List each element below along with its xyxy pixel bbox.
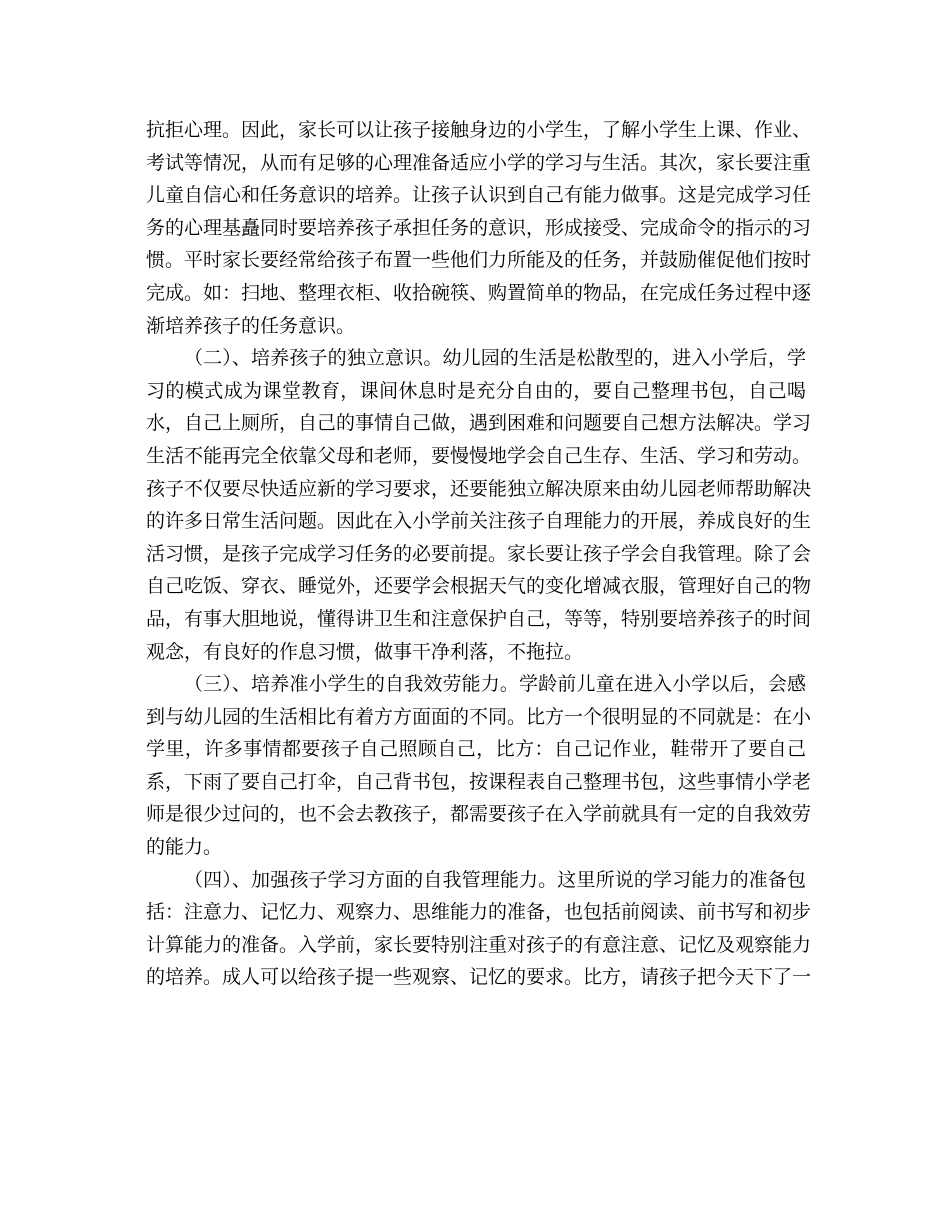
body-text	[146, 114, 812, 994]
text-line: 完成。如：扫地、整理衣柜、收拾碗筷、购置简单的物品，在完成任务过程中逐	[146, 281, 812, 304]
text-line: （四）、加强孩子学习方面的自我管理能力。这里所说的学习能力的准备包	[184, 868, 806, 891]
text-line: 活习惯，是孩子完成学习任务的必要前提。家长要让孩子学会自我管理。除了会	[146, 542, 812, 565]
text-line: 渐培养孩子的任务意识。	[146, 314, 356, 337]
text-line: 师是很少过问的，也不会去教孩子，都需要孩子在入学前就具有一定的自我效劳	[146, 803, 812, 826]
text-line: 务的心理基矗同时要培养孩子承担任务的意识，形成接受、完成命令的指示的习	[146, 216, 812, 239]
text-line: 的能力。	[146, 836, 223, 859]
text-line: 系，下雨了要自己打伞，自己背书包，按课程表自己整理书包，这些事情小学老	[146, 770, 812, 793]
text-line: 自己吃饭、穿衣、睡觉外，还要学会根据天气的变化增减衣服，管理好自己的物	[146, 575, 812, 598]
text-line: 的许多日常生活问题。因此在入小学前关注孩子自理能力的开展，养成良好的生	[146, 510, 812, 533]
text-line: 计算能力的准备。入学前，家长要特别注重对孩子的有意注意、记忆及观察能力	[146, 933, 812, 956]
text-line: 儿童自信心和任务意识的培养。让孩子认识到自己有能力做事。这是完成学习任	[146, 184, 812, 207]
text-line: 抗拒心理。因此，家长可以让孩子接触身边的小学生，了解小学生上课、作业、	[146, 119, 812, 141]
text-line: 学里，许多事情都要孩子自己照顾自己，比方：自己记作业，鞋带开了要自己	[146, 738, 806, 761]
text-line: 水，自己上厕所，自己的事情自己做，遇到困难和问题要自己想方法解决。学习	[146, 412, 812, 435]
text-line: （二）、培养孩子的独立意识。幼儿园的生活是松散型的，进入小学后，学	[184, 347, 806, 370]
text-line: 生活不能再完全依靠父母和老师，要慢慢地学会自己生存、生活、学习和劳动。	[146, 444, 812, 467]
text-line: 括：注意力、记忆力、观察力、思维能力的准备，也包括前阅读、前书写和初步	[146, 901, 812, 924]
text-line: 考试等情况，从而有足够的心理准备适应小学的学习与生活。其次，家长要注重	[146, 151, 812, 174]
text-line: 观念，有良好的作息习惯，做事干净利落，不拖拉。	[146, 640, 584, 663]
text-line: 孩子不仅要尽快适应新的学习要求，还要能独立解决原来由幼儿园老师帮助解决	[146, 477, 812, 500]
text-line: 习的模式成为课堂教育，课间休息时是充分自由的，要自己整理书包，自己喝	[146, 379, 806, 402]
text-line: 品，有事大胆地说，懂得讲卫生和注意保护自己，等等，特别要培养孩子的时间	[146, 607, 812, 630]
text-line: 到与幼儿园的生活相比有着方方面面的不同。比方一个很明显的不同就是：在小	[146, 705, 812, 728]
text-line: 惯。平时家长要经常给孩子布置一些他们力所能及的任务，并鼓励催促他们按时	[146, 249, 812, 272]
text-line: （三）、培养准小学生的自我效劳能力。学龄前儿童在进入小学以后，会感	[184, 673, 806, 696]
text-line: 的培养。成人可以给孩子提一些观察、记忆的要求。比方，请孩子把今天下了一	[146, 966, 812, 989]
